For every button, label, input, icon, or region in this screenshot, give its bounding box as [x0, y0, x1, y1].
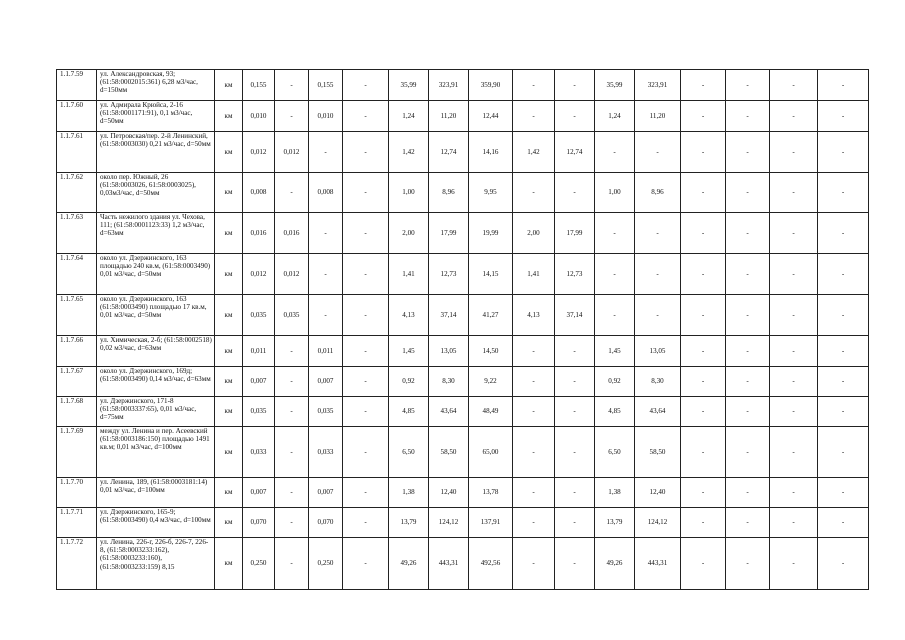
- address-cell: ул. Петровская/пер. 2-й Ленинский, (61:58:0003030) 0,21 м3/час, d=50мм: [97, 132, 215, 173]
- value-cell: -: [513, 508, 555, 538]
- value-cell: -: [770, 538, 818, 590]
- value-cell: -: [595, 132, 635, 173]
- value-cell: -: [818, 427, 869, 478]
- value-cell: -: [555, 397, 595, 427]
- value-cell: -: [726, 132, 770, 173]
- value-cell: 0,007: [309, 367, 343, 397]
- value-cell: -: [595, 213, 635, 254]
- value-cell: 0,011: [243, 336, 275, 367]
- value-cell: 13,05: [635, 336, 681, 367]
- value-cell: 0,011: [309, 336, 343, 367]
- value-cell: 12,40: [429, 478, 469, 508]
- value-cell: -: [555, 508, 595, 538]
- unit-cell: км: [215, 508, 243, 538]
- address-cell: между ул. Ленина и пер. Асеевский (61:58:0003186:150) площадью 1491 кв.м; 0,01 м3/час, d=100мм: [97, 427, 215, 478]
- value-cell: 14,15: [469, 254, 513, 295]
- value-cell: -: [635, 254, 681, 295]
- value-cell: 1,41: [389, 254, 429, 295]
- value-cell: 0,155: [309, 70, 343, 101]
- value-cell: 0,016: [243, 213, 275, 254]
- value-cell: 0,92: [595, 367, 635, 397]
- address-cell: ул. Химическая, 2-б; (61:58:0002518) 0,02 м3/час, d=63мм: [97, 336, 215, 367]
- table-row: [57, 427, 869, 478]
- value-cell: -: [726, 295, 770, 336]
- value-cell: -: [726, 336, 770, 367]
- table-row: [57, 538, 869, 590]
- value-cell: 0,155: [243, 70, 275, 101]
- value-cell: -: [770, 101, 818, 132]
- address-cell: ул. Дзержинского, 171-8 (61:58:0003337:65), 0,01 м3/час, d=75мм: [97, 397, 215, 427]
- address-cell: около ул. Дзержинского, 163 площадью 240 кв.м, (61:58:0003490) 0,01 м3/час, d=50мм: [97, 254, 215, 295]
- value-cell: 323,91: [429, 70, 469, 101]
- table-row: [57, 508, 869, 538]
- row-number: 1.1.7.66: [57, 336, 97, 367]
- address-cell: ул. Дзержинского, 165-9;(61:58:0003490) 0,4 м3/час, d=100мм: [97, 508, 215, 538]
- value-cell: -: [770, 367, 818, 397]
- value-cell: 43,64: [635, 397, 681, 427]
- value-cell: 9,22: [469, 367, 513, 397]
- value-cell: -: [513, 336, 555, 367]
- value-cell: -: [275, 397, 309, 427]
- value-cell: 359,90: [469, 70, 513, 101]
- table-row: [57, 254, 869, 295]
- value-cell: -: [595, 254, 635, 295]
- value-cell: 4,13: [513, 295, 555, 336]
- value-cell: -: [309, 295, 343, 336]
- value-cell: 8,96: [635, 173, 681, 213]
- value-cell: 0,007: [243, 367, 275, 397]
- value-cell: 0,035: [243, 295, 275, 336]
- value-cell: 17,99: [555, 213, 595, 254]
- value-cell: 49,26: [389, 538, 429, 590]
- value-cell: 12,74: [429, 132, 469, 173]
- value-cell: -: [681, 367, 726, 397]
- value-cell: -: [343, 538, 389, 590]
- value-cell: 12,44: [469, 101, 513, 132]
- value-cell: 1,24: [389, 101, 429, 132]
- value-cell: -: [818, 213, 869, 254]
- value-cell: 13,79: [595, 508, 635, 538]
- value-cell: -: [818, 254, 869, 295]
- value-cell: -: [726, 101, 770, 132]
- value-cell: -: [555, 101, 595, 132]
- value-cell: -: [681, 213, 726, 254]
- value-cell: -: [770, 508, 818, 538]
- value-cell: 14,16: [469, 132, 513, 173]
- value-cell: 8,30: [429, 367, 469, 397]
- value-cell: -: [681, 538, 726, 590]
- value-cell: -: [275, 478, 309, 508]
- row-number: 1.1.7.67: [57, 367, 97, 397]
- value-cell: -: [770, 70, 818, 101]
- value-cell: 43,64: [429, 397, 469, 427]
- value-cell: -: [681, 295, 726, 336]
- value-cell: -: [309, 213, 343, 254]
- value-cell: -: [513, 397, 555, 427]
- value-cell: 1,45: [389, 336, 429, 367]
- value-cell: 1,41: [513, 254, 555, 295]
- value-cell: 4,85: [595, 397, 635, 427]
- value-cell: -: [681, 427, 726, 478]
- value-cell: -: [681, 478, 726, 508]
- row-number: 1.1.7.70: [57, 478, 97, 508]
- value-cell: 1,38: [389, 478, 429, 508]
- value-cell: -: [343, 336, 389, 367]
- value-cell: 323,91: [635, 70, 681, 101]
- value-cell: -: [681, 132, 726, 173]
- value-cell: -: [555, 478, 595, 508]
- value-cell: -: [726, 538, 770, 590]
- value-cell: -: [343, 508, 389, 538]
- value-cell: -: [681, 101, 726, 132]
- value-cell: -: [555, 427, 595, 478]
- value-cell: -: [818, 132, 869, 173]
- value-cell: 0,250: [243, 538, 275, 590]
- unit-cell: км: [215, 132, 243, 173]
- value-cell: 0,033: [243, 427, 275, 478]
- value-cell: 8,30: [635, 367, 681, 397]
- table-row: [57, 70, 869, 101]
- address-cell: около пер. Южный, 26 (61:58:0003026, 61:58:0003025), 0,03м3/час, d=50мм: [97, 173, 215, 213]
- value-cell: -: [770, 478, 818, 508]
- row-number: 1.1.7.72: [57, 538, 97, 590]
- value-cell: 124,12: [429, 508, 469, 538]
- value-cell: 0,92: [389, 367, 429, 397]
- value-cell: -: [770, 397, 818, 427]
- value-cell: -: [343, 70, 389, 101]
- value-cell: -: [818, 336, 869, 367]
- value-cell: 124,12: [635, 508, 681, 538]
- table-row: [57, 132, 869, 173]
- address-cell: ул. Адмирала Крюйса, 2-16 (61:58:0001171:91), 0,1 м3/час, d=50мм: [97, 101, 215, 132]
- address-cell: Часть нежилого здания ул. Чехова, 111; (61:58:0001123:33) 1,2 м3/час, d=63мм: [97, 213, 215, 254]
- unit-cell: км: [215, 254, 243, 295]
- row-number: 1.1.7.65: [57, 295, 97, 336]
- value-cell: 443,31: [635, 538, 681, 590]
- value-cell: -: [513, 70, 555, 101]
- value-cell: 1,42: [389, 132, 429, 173]
- value-cell: 4,85: [389, 397, 429, 427]
- value-cell: -: [770, 254, 818, 295]
- value-cell: 0,070: [309, 508, 343, 538]
- value-cell: -: [635, 213, 681, 254]
- value-cell: -: [343, 101, 389, 132]
- value-cell: -: [275, 101, 309, 132]
- value-cell: 37,14: [555, 295, 595, 336]
- value-cell: -: [770, 295, 818, 336]
- unit-cell: км: [215, 295, 243, 336]
- value-cell: -: [513, 101, 555, 132]
- value-cell: 37,14: [429, 295, 469, 336]
- value-cell: 2,00: [513, 213, 555, 254]
- address-cell: ул. Ленина, 226-г, 226-б, 226-7, 226-8, (61:58:0003233:162), (61:58:0003233:160), (61:58:0003233:159) 8,15: [97, 538, 215, 590]
- value-cell: -: [818, 508, 869, 538]
- value-cell: -: [275, 367, 309, 397]
- value-cell: 12,74: [555, 132, 595, 173]
- value-cell: -: [513, 367, 555, 397]
- value-cell: 1,00: [389, 173, 429, 213]
- value-cell: -: [726, 478, 770, 508]
- value-cell: 14,50: [469, 336, 513, 367]
- value-cell: -: [309, 254, 343, 295]
- value-cell: -: [681, 254, 726, 295]
- unit-cell: км: [215, 213, 243, 254]
- value-cell: -: [818, 367, 869, 397]
- value-cell: -: [275, 70, 309, 101]
- value-cell: -: [513, 427, 555, 478]
- value-cell: 35,99: [595, 70, 635, 101]
- value-cell: -: [726, 70, 770, 101]
- table-row: [57, 173, 869, 213]
- value-cell: -: [818, 173, 869, 213]
- value-cell: 8,96: [429, 173, 469, 213]
- table-row: [57, 397, 869, 427]
- value-cell: 0,008: [243, 173, 275, 213]
- row-number: 1.1.7.69: [57, 427, 97, 478]
- value-cell: 48,49: [469, 397, 513, 427]
- row-number: 1.1.7.60: [57, 101, 97, 132]
- value-cell: 58,50: [635, 427, 681, 478]
- value-cell: -: [635, 295, 681, 336]
- value-cell: -: [770, 427, 818, 478]
- value-cell: -: [513, 538, 555, 590]
- row-number: 1.1.7.68: [57, 397, 97, 427]
- value-cell: 13,79: [389, 508, 429, 538]
- value-cell: -: [726, 508, 770, 538]
- value-cell: -: [555, 70, 595, 101]
- table-row: [57, 295, 869, 336]
- value-cell: 58,50: [429, 427, 469, 478]
- value-cell: 0,035: [309, 397, 343, 427]
- row-number: 1.1.7.62: [57, 173, 97, 213]
- value-cell: -: [726, 367, 770, 397]
- unit-cell: км: [215, 538, 243, 590]
- value-cell: 13,78: [469, 478, 513, 508]
- value-cell: -: [770, 132, 818, 173]
- value-cell: -: [275, 508, 309, 538]
- value-cell: 1,24: [595, 101, 635, 132]
- address-cell: ул. Ленина, 189, (61:58:0003181:14) 0,01 м3/час, d=100мм: [97, 478, 215, 508]
- value-cell: 13,05: [429, 336, 469, 367]
- value-cell: -: [818, 478, 869, 508]
- table-row: [57, 101, 869, 132]
- value-cell: -: [275, 336, 309, 367]
- value-cell: 0,016: [275, 213, 309, 254]
- value-cell: -: [343, 213, 389, 254]
- value-cell: -: [343, 173, 389, 213]
- unit-cell: км: [215, 427, 243, 478]
- value-cell: 0,007: [243, 478, 275, 508]
- value-cell: -: [275, 427, 309, 478]
- unit-cell: км: [215, 336, 243, 367]
- value-cell: 0,250: [309, 538, 343, 590]
- value-cell: -: [681, 173, 726, 213]
- value-cell: 9,95: [469, 173, 513, 213]
- value-cell: 4,13: [389, 295, 429, 336]
- value-cell: -: [726, 254, 770, 295]
- value-cell: -: [818, 397, 869, 427]
- value-cell: 0,008: [309, 173, 343, 213]
- table-row: [57, 336, 869, 367]
- value-cell: -: [726, 397, 770, 427]
- value-cell: -: [818, 538, 869, 590]
- value-cell: 1,00: [595, 173, 635, 213]
- value-cell: 2,00: [389, 213, 429, 254]
- value-cell: -: [726, 427, 770, 478]
- value-cell: 0,012: [275, 254, 309, 295]
- unit-cell: км: [215, 173, 243, 213]
- value-cell: 0,012: [243, 132, 275, 173]
- unit-cell: км: [215, 478, 243, 508]
- value-cell: -: [555, 538, 595, 590]
- value-cell: 0,035: [243, 397, 275, 427]
- value-cell: -: [343, 367, 389, 397]
- value-cell: 1,38: [595, 478, 635, 508]
- table-row: [57, 213, 869, 254]
- table-row: [57, 478, 869, 508]
- value-cell: 6,50: [389, 427, 429, 478]
- address-cell: около ул. Дзержинского, 169д; (61:58:0003490) 0,14 м3/час, d=63мм: [97, 367, 215, 397]
- value-cell: 0,012: [243, 254, 275, 295]
- value-cell: -: [595, 295, 635, 336]
- unit-cell: км: [215, 101, 243, 132]
- value-cell: 49,26: [595, 538, 635, 590]
- value-cell: 0,035: [275, 295, 309, 336]
- value-cell: 11,20: [635, 101, 681, 132]
- row-number: 1.1.7.64: [57, 254, 97, 295]
- value-cell: 41,27: [469, 295, 513, 336]
- value-cell: -: [343, 132, 389, 173]
- value-cell: -: [635, 132, 681, 173]
- value-cell: -: [343, 295, 389, 336]
- value-cell: -: [681, 70, 726, 101]
- value-cell: 17,99: [429, 213, 469, 254]
- table-row: [57, 367, 869, 397]
- value-cell: 0,010: [309, 101, 343, 132]
- row-number: 1.1.7.71: [57, 508, 97, 538]
- value-cell: 11,20: [429, 101, 469, 132]
- value-cell: 12,73: [429, 254, 469, 295]
- value-cell: -: [275, 538, 309, 590]
- unit-cell: км: [215, 397, 243, 427]
- value-cell: 0,010: [243, 101, 275, 132]
- value-cell: 35,99: [389, 70, 429, 101]
- value-cell: -: [555, 367, 595, 397]
- value-cell: -: [343, 254, 389, 295]
- value-cell: 0,012: [275, 132, 309, 173]
- value-cell: -: [726, 173, 770, 213]
- row-number: 1.1.7.59: [57, 70, 97, 101]
- data-table: [56, 69, 869, 590]
- value-cell: 0,033: [309, 427, 343, 478]
- row-number: 1.1.7.61: [57, 132, 97, 173]
- value-cell: -: [555, 173, 595, 213]
- value-cell: -: [555, 336, 595, 367]
- value-cell: 6,50: [595, 427, 635, 478]
- address-cell: ул. Александровская, 93;(61:58:0002015:361) 6,28 м3/час, d=150мм: [97, 70, 215, 101]
- value-cell: 0,070: [243, 508, 275, 538]
- value-cell: -: [681, 397, 726, 427]
- value-cell: 0,007: [309, 478, 343, 508]
- value-cell: -: [770, 213, 818, 254]
- value-cell: -: [343, 427, 389, 478]
- value-cell: 65,00: [469, 427, 513, 478]
- value-cell: -: [513, 173, 555, 213]
- value-cell: -: [513, 478, 555, 508]
- value-cell: 12,40: [635, 478, 681, 508]
- value-cell: 1,45: [595, 336, 635, 367]
- value-cell: -: [309, 132, 343, 173]
- value-cell: 1,42: [513, 132, 555, 173]
- value-cell: -: [770, 336, 818, 367]
- value-cell: -: [818, 70, 869, 101]
- value-cell: -: [726, 213, 770, 254]
- value-cell: -: [770, 173, 818, 213]
- value-cell: 19,99: [469, 213, 513, 254]
- address-cell: около ул. Дзержинского, 163 (61:58:0003490) площадью 17 кв.м, 0,01 м3/час, d=50мм: [97, 295, 215, 336]
- value-cell: 492,56: [469, 538, 513, 590]
- value-cell: -: [818, 101, 869, 132]
- value-cell: 443,31: [429, 538, 469, 590]
- row-number: 1.1.7.63: [57, 213, 97, 254]
- value-cell: -: [343, 397, 389, 427]
- value-cell: -: [275, 173, 309, 213]
- value-cell: -: [681, 508, 726, 538]
- value-cell: 12,73: [555, 254, 595, 295]
- value-cell: -: [343, 478, 389, 508]
- unit-cell: км: [215, 367, 243, 397]
- unit-cell: км: [215, 70, 243, 101]
- value-cell: -: [681, 336, 726, 367]
- value-cell: -: [818, 295, 869, 336]
- value-cell: 137,91: [469, 508, 513, 538]
